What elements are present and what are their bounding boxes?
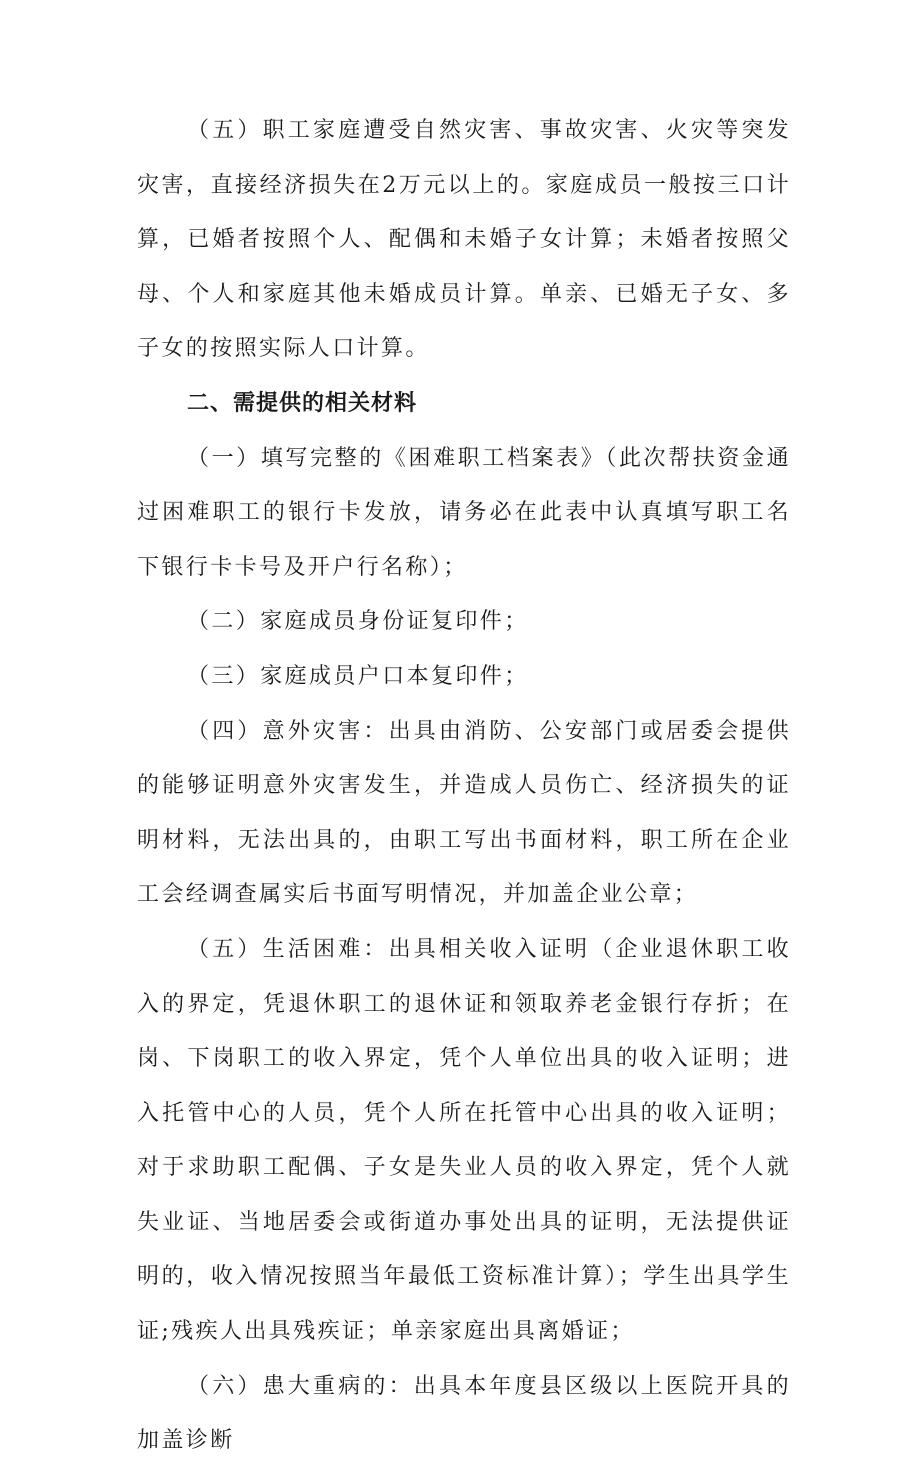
paragraph-item-4-accident-disaster: （四）意外灾害：出具由消防、公安部门或居委会提供的能够证明意外灾害发生，并造成人员伤亡、经济损失的证明材料，无法出具的，由职工写出书面材料，职工所在企业工会经调查属实后书面写明情况，并加盖企业公章； bbox=[137, 718, 791, 908]
paragraph-item-1-archive-form: （一）填写完整的《困难职工档案表》（此次帮扶资金通过困难职工的银行卡发放，请务必在此表中认真填写职工名下银行卡卡号及开户行名称）； bbox=[137, 445, 791, 580]
paragraph-item-2-id-copies: （二）家庭成员身份证复印件； bbox=[187, 609, 529, 635]
paragraph-disaster-criteria: （五）职工家庭遭受自然灾害、事故灾害、火灾等突发灾害，直接经济损失在2万元以上的。家庭成员一般按三口计算，已婚者按照个人、配偶和未婚子女计算；未婚者按照父母、个人和家庭其他未婚成员计算。单亲、已婚无子女、多子女的按照实际人口计算。 bbox=[137, 118, 791, 362]
paragraph-item-5-living-difficulty: （五）生活困难：出具相关收入证明（企业退休职工收入的界定，凭退休职工的退休证和领取养老金银行存折；在岗、下岗职工的收入界定，凭个人单位出具的收入证明；进入托管中心的人员，凭个人所在托管中心出具的收入证明；对于求助职工配偶、子女是失业人员的收入界定，凭个人就失业证、当地居委会或街道办事处出具的证明，无法提供证明的，收入情况按照当年最低工资标准计算）；学生出具学生证;残疾人出具残疾证；单亲家庭出具离婚证； bbox=[137, 936, 791, 1345]
paragraph-item-6-serious-illness: （六）患大重病的：出具本年度县区级以上医院开具的加盖诊断 bbox=[137, 1373, 791, 1454]
section-heading-required-materials: 二、需提供的相关材料 bbox=[187, 390, 418, 416]
document-body bbox=[137, 104, 791, 1469]
paragraph-item-3-household-register: （三）家庭成员户口本复印件； bbox=[187, 663, 529, 689]
